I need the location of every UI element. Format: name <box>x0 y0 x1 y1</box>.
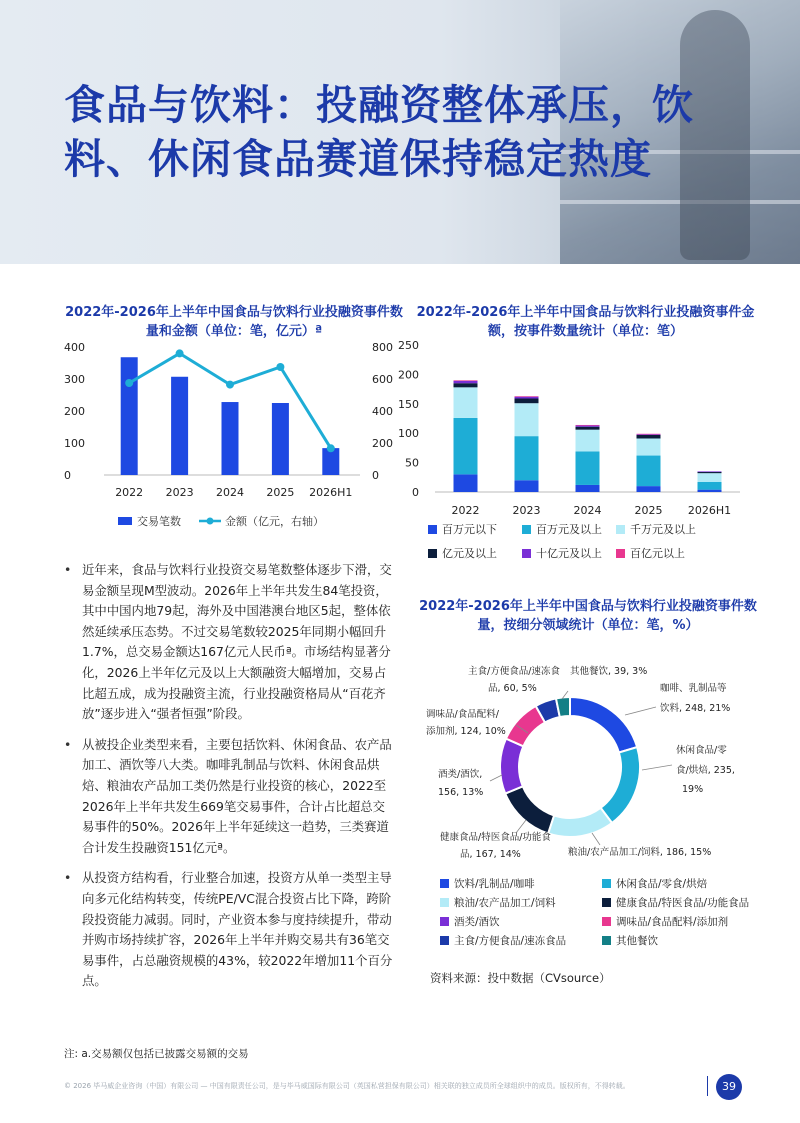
y-tick-label: 300 <box>64 373 85 386</box>
stacked-bar-segment <box>454 387 478 418</box>
stacked-bar-segment <box>515 480 539 492</box>
stacked-bar-segment <box>637 434 661 435</box>
legend-label: 百万元以下 <box>442 523 497 536</box>
chart3-legend-item <box>440 933 566 948</box>
y2-tick-label: 600 <box>372 373 393 386</box>
bar <box>222 402 239 475</box>
slice-label: 休闲食品/零 <box>676 745 727 756</box>
line-point <box>176 349 184 357</box>
y-tick-label: 0 <box>412 486 419 499</box>
copyright-footer: © 2026 毕马威企业咨询（中国）有限公司 — 中国有限责任公司，是与毕马威国际有限公司（英国私营担保有限公司）相关联的独立成员所全球组织中的成员。版权所有，不得转载。 <box>64 1082 630 1090</box>
x-tick-label: 2024 <box>216 486 244 499</box>
bullet-paragraph: • 近年来，食品与饮料行业投资交易笔数整体逐步下滑，交易金额呈现M型波动。2026年上半年共发生84笔投资，其中中国内地79起，海外及中国港澳台地区5起，整体依然延续承压态势。不过交易笔数较2025年同期小幅回升1.7%，总交易金额达167亿元人民币ª。市场结构显著分化，2026上半年亿元及以上大额融资大幅增加，交易占比超五成，成为投融资主流，行业投融资格局从“百花齐放”逐步进入“强者恒强”阶段。 <box>64 560 394 725</box>
slice-label: 调味品/食品配料/ <box>426 709 499 720</box>
line-point <box>226 381 234 389</box>
slice-label: 健康食品/特医食品/功能食 <box>440 832 551 843</box>
stacked-bar-segment <box>576 426 600 427</box>
legend-label: 调味品/食品配料/添加剂 <box>616 916 729 928</box>
y2-tick-label: 400 <box>372 405 393 418</box>
donut-slice <box>601 747 640 823</box>
legend-label: 休闲食品/零食/烘焙 <box>616 878 708 890</box>
legend-swatch <box>440 879 449 888</box>
y-tick-label: 150 <box>398 397 419 411</box>
chart1-svg <box>50 335 410 535</box>
legend-swatch <box>602 936 611 945</box>
x-tick-label: 2025 <box>266 486 295 499</box>
chart2-svg <box>395 335 775 525</box>
stacked-bar-segment <box>515 397 539 399</box>
legend-swatch <box>428 525 437 534</box>
slice-label: 酒类/酒饮, <box>438 769 483 780</box>
page-number: 39 <box>716 1074 742 1100</box>
legend-label: 百万元及以上 <box>536 523 602 536</box>
chart3-legend-item <box>440 914 500 929</box>
slice-label: 品, 167, 14% <box>460 849 521 860</box>
slice-label: 咖啡、乳制品等 <box>660 683 727 694</box>
stacked-bar-segment <box>698 472 722 473</box>
chart3-legend-item <box>602 933 658 948</box>
stacked-bar-segment <box>454 381 478 383</box>
bullet-paragraph: • 从投资方结构看，行业整合加速，投资方从单一类型主导向多元化结构转变，传统PE/VC混合投资占比下降，跨阶段投资能力减弱。同时，产业资本参与度持续提升，带动并购市场持续扩容，2026年上半年并购交易共有36笔交易事件，占总融资规模的43%，较2022年增加11个百分点。 <box>64 868 394 992</box>
chart1-title: 2022年-2026年上半年中国食品与饮料行业投融资事件数量和金额（单位：笔，亿元）ª <box>65 305 403 339</box>
legend-swatch <box>440 917 449 926</box>
stacked-bar-segment <box>454 418 478 474</box>
legend-swatch <box>602 879 611 888</box>
chart3-legend-item <box>440 895 556 910</box>
label-leader <box>625 707 656 715</box>
chart3-legend-item <box>602 914 728 929</box>
legend-label: 亿元及以上 <box>442 547 497 560</box>
legend-label: 交易笔数 <box>137 515 181 528</box>
stacked-bar-segment <box>454 474 478 492</box>
page-title: 食品与饮料：投融资整体承压，饮料、休闲食品赛道保持稳定热度 <box>64 81 694 183</box>
chart2-legend-item <box>522 545 602 561</box>
chart3-legend-item <box>440 876 535 891</box>
stacked-bar-segment <box>698 473 722 482</box>
chart2-legend-item <box>428 521 497 537</box>
chart2-legend <box>428 521 768 565</box>
legend-swatch <box>440 898 449 907</box>
stacked-bar-segment <box>637 438 661 455</box>
donut-slice <box>505 786 554 833</box>
slice-label: 19% <box>682 784 704 795</box>
legend-swatch <box>440 936 449 945</box>
x-tick-label: 2023 <box>512 504 541 517</box>
chart1-legend-bar <box>118 513 181 529</box>
y-tick-label: 250 <box>398 339 419 352</box>
slice-label: 主食/方便食品/速冻食 <box>468 666 560 677</box>
donut-slice <box>548 808 612 837</box>
stacked-bar-segment <box>515 436 539 480</box>
slice-label: 其他餐饮, 39, 3% <box>570 666 648 677</box>
hero-banner <box>0 0 800 264</box>
source-note: 资料来源：投中数据（CVsource） <box>430 971 611 985</box>
x-tick-label: 2026H1 <box>309 486 353 499</box>
legend-swatch <box>616 525 625 534</box>
legend-swatch <box>602 917 611 926</box>
stacked-bar-segment <box>576 485 600 492</box>
legend-label: 百亿元以上 <box>630 547 685 560</box>
slice-label: 156, 13% <box>438 787 484 798</box>
chart2-legend-item <box>428 545 497 561</box>
stacked-bar-segment <box>454 380 478 381</box>
chart2-title: 2022年-2026年上半年中国食品与饮料行业投融资事件金额，按事件数量统计（单位：笔） <box>416 305 755 339</box>
slice-label: 添加剂, 124, 10% <box>426 726 506 737</box>
stacked-bar-segment <box>576 427 600 430</box>
slice-label: 品, 60, 5% <box>488 683 537 694</box>
slice-label: 饮料, 248, 21% <box>660 703 731 714</box>
legend-swatch <box>522 549 531 558</box>
legend-label: 十亿元及以上 <box>536 547 602 560</box>
x-tick-label: 2022 <box>115 486 144 499</box>
legend-label: 饮料/乳制品/咖啡 <box>454 878 535 890</box>
chart2-legend-item <box>522 521 602 537</box>
legend-swatch <box>428 549 437 558</box>
line-point <box>276 363 284 371</box>
bar <box>121 357 138 475</box>
legend-label: 金额（亿元，右轴） <box>225 515 324 528</box>
donut-slice <box>500 739 523 794</box>
stacked-bar-segment <box>576 425 600 426</box>
stacked-bar-segment <box>698 482 722 490</box>
legend-swatch <box>616 549 625 558</box>
x-tick-label: 2025 <box>634 504 663 517</box>
y-tick-label: 200 <box>398 368 419 382</box>
legend-label: 其他餐饮 <box>616 935 658 947</box>
stacked-bar-segment <box>637 434 661 435</box>
bullet-paragraph: • 从被投企业类型来看，主要包括饮料、休闲食品、农产品加工、酒饮等八大类。咖啡乳制品与饮料、休闲食品烘焙、粮油农产品加工类仍然是行业投资的核心，2022至2026年上半年共发生669笔交易事件，合计占比超总交易事件的50%。2026年上半年延续这一趋势，三类赛道合计发生投融资151亿元ª。 <box>64 735 394 859</box>
y2-tick-label: 800 <box>372 341 393 354</box>
label-leader <box>592 833 600 845</box>
legend-swatch <box>118 517 132 525</box>
y-tick-label: 400 <box>64 341 85 354</box>
line-point <box>327 444 335 452</box>
stacked-bar-segment <box>576 430 600 452</box>
legend-label: 千万元及以上 <box>630 523 696 536</box>
page-divider <box>707 1076 708 1096</box>
chart3-title: 2022年-2026年上半年中国食品与饮料行业投融资事件数量，按细分领域统计（单位：笔，%） <box>419 599 757 633</box>
stacked-bar-segment <box>637 486 661 492</box>
stacked-bar-segment <box>576 451 600 485</box>
stacked-bar-segment <box>637 456 661 487</box>
legend-swatch <box>522 525 531 534</box>
chart2-legend-item <box>616 521 696 537</box>
y-tick-label: 200 <box>64 405 85 418</box>
stacked-bar-segment <box>515 399 539 404</box>
stacked-bar-segment <box>454 383 478 387</box>
bar <box>171 377 188 475</box>
stacked-bar-segment <box>637 435 661 439</box>
donut-slice <box>570 697 637 752</box>
stacked-bar-segment <box>515 396 539 397</box>
x-tick-label: 2023 <box>165 486 194 499</box>
body-bullets <box>64 560 394 1002</box>
chart1-legend-line <box>199 513 324 529</box>
x-tick-label: 2026H1 <box>687 504 732 517</box>
y-tick-label: 50 <box>405 456 419 470</box>
y2-tick-label: 0 <box>372 469 379 482</box>
label-leader <box>642 765 672 770</box>
legend-label: 酒类/酒饮 <box>454 916 500 928</box>
chart3-legend-item <box>602 895 749 910</box>
chart3-svg <box>420 655 780 870</box>
slice-label: 粮油/农产品加工/饲料, 186, 15% <box>568 847 712 858</box>
line-point <box>125 379 133 387</box>
bar <box>272 403 289 475</box>
chart1-legend <box>118 513 342 529</box>
y-tick-label: 100 <box>64 437 85 450</box>
y2-tick-label: 200 <box>372 437 393 450</box>
legend-label: 粮油/农产品加工/饲料 <box>454 897 556 909</box>
legend-line-swatch <box>199 516 221 526</box>
x-tick-label: 2022 <box>451 504 480 517</box>
slice-label: 食/烘焙, 235, <box>676 765 735 776</box>
legend-label: 健康食品/特医食品/功能食品 <box>616 897 750 909</box>
legend-swatch <box>602 898 611 907</box>
chart2-legend-item <box>616 545 685 561</box>
legend-label: 主食/方便食品/速冻食品 <box>454 935 567 947</box>
stacked-bar-segment <box>515 403 539 436</box>
stacked-bar-segment <box>698 490 722 492</box>
x-tick-label: 2024 <box>573 504 602 517</box>
stacked-bar-segment <box>698 471 722 472</box>
y-tick-label: 100 <box>398 427 419 441</box>
chart3-legend-item <box>602 876 707 891</box>
footnote: 注: a.交易额仅包括已披露交易额的交易 <box>64 1048 249 1060</box>
y-tick-label: 0 <box>64 469 71 482</box>
